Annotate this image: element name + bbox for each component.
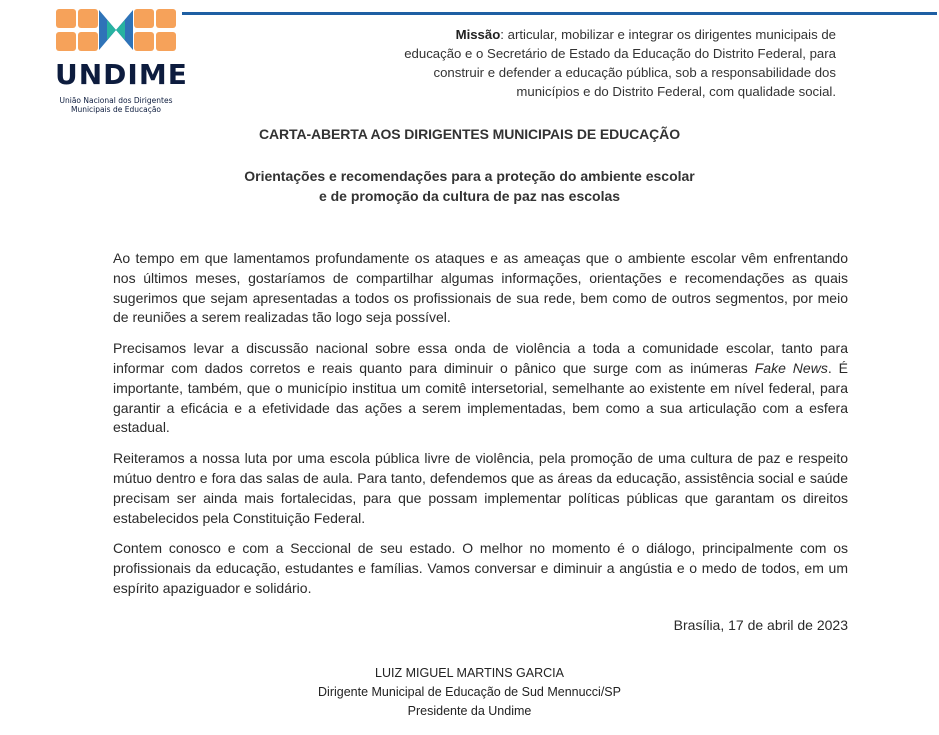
mission-line-2: educação e o Secretário de Estado da Educação do Distrito Federal, para xyxy=(404,46,836,61)
logo-subtitle-line-2: Municipais de Educação xyxy=(70,105,162,114)
paragraph-2-part-2: . É importante, também, que o município institua um comitê intersetorial, semelhante ao existente em nível federal, para garantir a eficácia e a efetividade das ações a serem implementadas, bem como a sua articulação com a esfera estadual. xyxy=(113,359,848,436)
signatory-position: Presidente da Undime xyxy=(407,704,532,718)
undime-logo-mark xyxy=(55,8,177,56)
paragraph-2-part-1: Precisamos levar a discussão nacional sobre essa onda de violência a toda a comunidade escolar, tanto para informar com dados corretos e reais quanto para diminuir o pânico que surge com as inúmeras xyxy=(113,340,848,376)
paragraph-4: Contem conosco e com a Seccional de seu estado. O melhor no momento é o diálogo, principalmente com os profissionais da educação, estudantes e famílias. Vamos conversar e diminuir a angústia e o medo de todos, em um espírito apaziguador e solidário. xyxy=(113,540,848,596)
paragraph-2 xyxy=(113,339,848,438)
letter-body xyxy=(113,249,848,610)
mission-line-1 xyxy=(300,25,836,44)
subtitle-line-1: Orientações e recomendações para a proteção do ambiente escolar xyxy=(244,168,695,184)
mission-line-3: construir e defender a educação pública, sob a responsabilidade dos xyxy=(433,65,836,80)
document-title: CARTA-ABERTA AOS DIRIGENTES MUNICIPAIS DE EDUCAÇÃO xyxy=(259,126,680,142)
signatory-name: LUIZ MIGUEL MARTINS GARCIA xyxy=(375,666,564,680)
paragraph-1: Ao tempo em que lamentamos profundamente os ataques e as ameaças que o ambiente escolar vêm enfrentando nos últimos meses, gostaríamos de compartilhar algumas informações, orientações e recomendações as quais sugerimos que sejam apresentadas a todos os profissionais de sua rede, bem como de outros segmentos, por meio de reuniões a serem realizadas tão logo seja possível. xyxy=(113,250,848,326)
logo-wordmark: UNDIME xyxy=(55,58,188,91)
logo-subtitle-line-1: União Nacional dos Dirigentes xyxy=(59,96,173,105)
signatory-role: Dirigente Municipal de Educação de Sud Mennucci/SP xyxy=(318,685,621,699)
undime-logo xyxy=(55,8,188,116)
document-subtitle xyxy=(0,166,939,206)
signature-block xyxy=(0,664,939,721)
logo-subtitle xyxy=(55,96,177,114)
fake-news-term: Fake News xyxy=(754,359,828,376)
paragraph-3: Reiteramos a nossa luta por uma escola pública livre de violência, pela promoção de uma cultura de paz e respeito mútuo dentro e fora das salas de aula. Para tanto, defendemos que as áreas da educação, assistência social e saúde precisam ser ainda mais fortalecidas, para que possam implementar políticas públicas que garantam os direitos estabelecidos pela Constituição Federal. xyxy=(113,450,848,526)
mission-line-1-text: : articular, mobilizar e integrar os dirigentes municipais de xyxy=(500,27,836,42)
subtitle-line-2: e de promoção da cultura de paz nas escolas xyxy=(318,188,621,204)
mission-line-4: municípios e do Distrito Federal, com qualidade social. xyxy=(516,84,836,99)
place-date: Brasília, 17 de abril de 2023 xyxy=(673,617,848,633)
mission-statement xyxy=(300,25,836,101)
header-rule xyxy=(182,12,937,15)
mission-label: Missão xyxy=(455,27,501,42)
